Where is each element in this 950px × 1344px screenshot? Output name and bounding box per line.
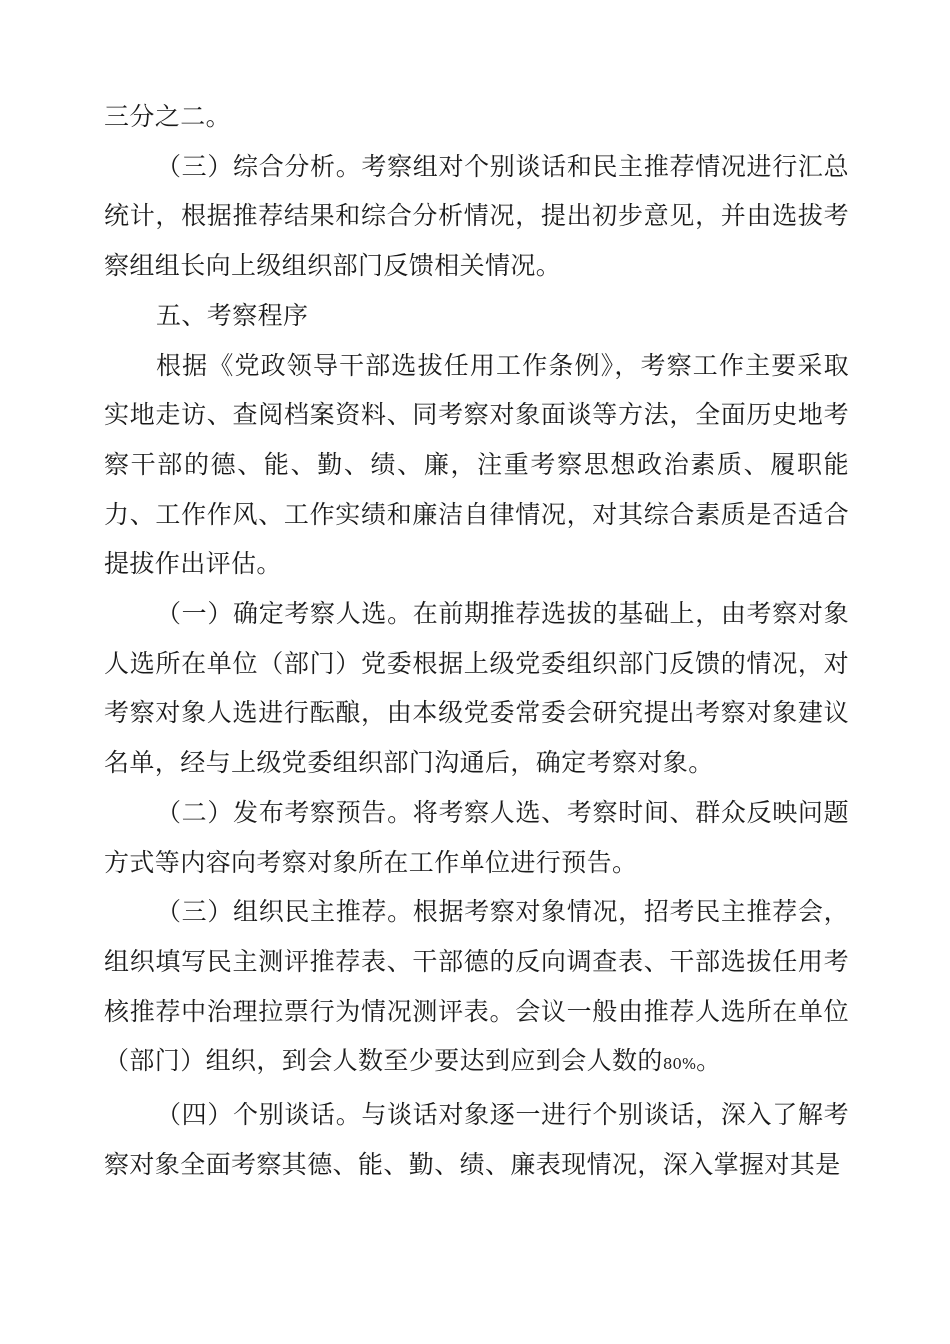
paragraph-publish-notice: （二）发布考察预告。将考察人选、考察时间、群众反映问题方式等内容向考察对象所在工作单位进行预告。 [104,797,849,877]
document-body [104,92,849,1189]
paragraph-individual-talks: （四）个别谈话。与谈话对象逐一进行个别谈话，深入了解考察对象全面考察其德、能、勤、绩、廉表现情况，深入掌握对其是 [104,1100,849,1179]
paragraph-end-mark: 。 [696,1046,722,1076]
attendance-percentage: 80% [662,1055,697,1074]
section-heading-procedure: 五、考察程序 [156,300,309,330]
paragraph-determine-candidates: （一）确定考察人选。在前期推荐选拔的基础上，由考察对象人选所在单位（部门）党委根据上级党委组织部门反馈的情况，对考察对象人选进行酝酿，由本级党委常委会研究提出考察对象建议名单，经与上级党委组织部门沟通后，确定考察对象。 [104,599,849,778]
paragraph-democratic-recommendation-text: （三）组织民主推荐。根据考察对象情况，招考民主推荐会，组织填写民主测评推荐表、干部德的反向调查表、干部选拔任用考核推荐中治理拉票行为情况测评表。会议一般由推荐人选所在单位（部门）组织，到会人数至少要达到应到会人数的 [104,897,849,1076]
paragraph-democratic-recommendation [104,887,849,1090]
paragraph-procedure-intro: 根据《党政领导干部选拔任用工作条例》，考察工作主要采取实地走访、查阅档案资料、同考察对象面谈等方法，全面历史地考察干部的德、能、勤、绩、廉，注重考察思想政治素质、履职能力、工作作风、工作实绩和廉洁自律情况，对其综合素质是否适合提拔作出评估。 [104,350,849,579]
paragraph-continuation: 三分之二。 [104,102,232,131]
paragraph-comprehensive-analysis: （三）综合分析。考察组对个别谈话和民主推荐情况进行汇总统计，根据推荐结果和综合分析情况，提出初步意见，并由选拔考察组组长向上级组织部门反馈相关情况。 [104,151,849,281]
